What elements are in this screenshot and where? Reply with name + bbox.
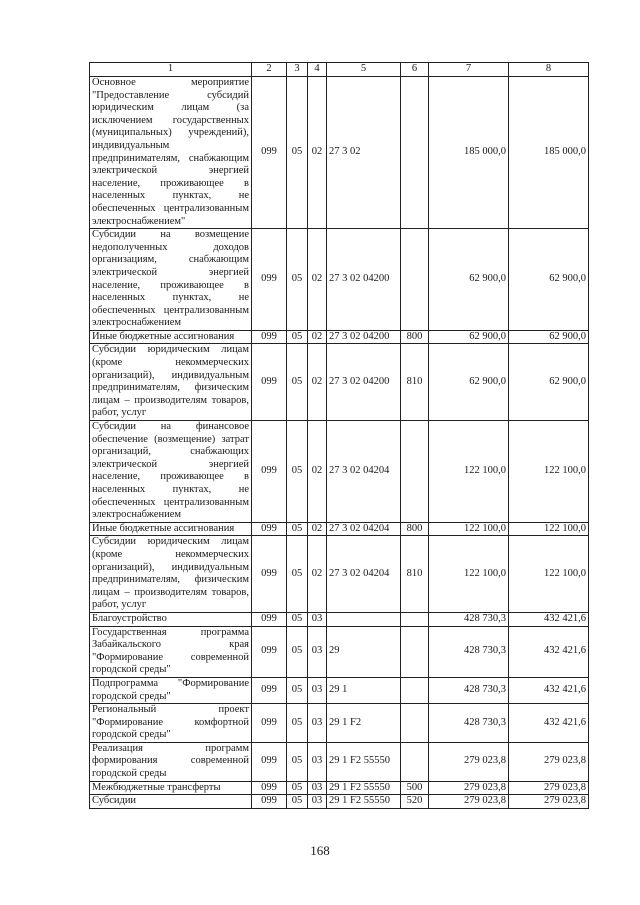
table-row xyxy=(90,536,589,613)
row-name-cell: Подпрограмма "Формирование городской среды" xyxy=(90,677,252,703)
subsection-cell: 02 xyxy=(308,77,327,229)
amount-year1-cell: 428 730,3 xyxy=(429,626,509,677)
section-cell: 05 xyxy=(287,612,308,626)
table-row xyxy=(90,612,589,626)
ministry-code-cell: 099 xyxy=(252,77,287,229)
row-name-cell: Субсидии xyxy=(90,795,252,809)
subsection-cell: 03 xyxy=(308,677,327,703)
amount-year2-cell: 432 421,6 xyxy=(509,626,589,677)
amount-year1-cell: 279 023,8 xyxy=(429,742,509,781)
expense-type-cell xyxy=(401,677,429,703)
amount-year1-cell: 279 023,8 xyxy=(429,781,509,795)
ministry-code-cell: 099 xyxy=(252,704,287,743)
expense-type-cell: 810 xyxy=(401,536,429,613)
target-article-cell: 27 3 02 04204 xyxy=(327,421,401,523)
column-header: 4 xyxy=(308,63,327,77)
amount-year2-cell: 432 421,6 xyxy=(509,612,589,626)
target-article-cell: 29 1 F2 55550 xyxy=(327,781,401,795)
ministry-code-cell: 099 xyxy=(252,612,287,626)
table-row xyxy=(90,742,589,781)
amount-year1-cell: 62 900,0 xyxy=(429,344,509,421)
subsection-cell: 03 xyxy=(308,704,327,743)
section-cell: 05 xyxy=(287,344,308,421)
row-name-cell: Благоустройство xyxy=(90,612,252,626)
row-name-cell: Субсидии на финансовое обеспечение (возмещение) затрат организаций, снабжающих электрической энергией население, проживающее в населенных пунктах, не обеспеченных централизованным электроснабжением xyxy=(90,421,252,523)
row-name-cell: Иные бюджетные ассигнования xyxy=(90,330,252,344)
subsection-cell: 02 xyxy=(308,330,327,344)
subsection-cell: 03 xyxy=(308,626,327,677)
amount-year1-cell: 185 000,0 xyxy=(429,77,509,229)
column-header: 7 xyxy=(429,63,509,77)
ministry-code-cell: 099 xyxy=(252,536,287,613)
ministry-code-cell: 099 xyxy=(252,344,287,421)
section-cell: 05 xyxy=(287,781,308,795)
header-row xyxy=(90,63,589,77)
ministry-code-cell: 099 xyxy=(252,677,287,703)
ministry-code-cell: 099 xyxy=(252,330,287,344)
expense-type-cell xyxy=(401,421,429,523)
amount-year1-cell: 62 900,0 xyxy=(429,330,509,344)
row-name-cell: Иные бюджетные ассигнования xyxy=(90,522,252,536)
target-article-cell: 29 1 F2 xyxy=(327,704,401,743)
table-row xyxy=(90,795,589,809)
row-name-cell: Субсидии на возмещение недополученных доходов организациям, снабжающим электрической энергией население, проживающее в населенных пунктах, не обеспеченных централизованным электроснабжением xyxy=(90,229,252,331)
ministry-code-cell: 099 xyxy=(252,229,287,331)
target-article-cell: 27 3 02 04200 xyxy=(327,344,401,421)
table-body xyxy=(90,77,589,809)
subsection-cell: 03 xyxy=(308,795,327,809)
amount-year2-cell: 62 900,0 xyxy=(509,330,589,344)
amount-year2-cell: 432 421,6 xyxy=(509,704,589,743)
row-name-cell: Государственная программа Забайкальского края "Формирование современной городской среды" xyxy=(90,626,252,677)
table-row xyxy=(90,421,589,523)
amount-year1-cell: 122 100,0 xyxy=(429,522,509,536)
table-row xyxy=(90,704,589,743)
expense-type-cell xyxy=(401,742,429,781)
expense-type-cell xyxy=(401,77,429,229)
section-cell: 05 xyxy=(287,522,308,536)
page-number: 168 xyxy=(310,843,330,858)
section-cell: 05 xyxy=(287,330,308,344)
row-name-cell: Субсидии юридическим лицам (кроме некоммерческих организаций), индивидуальным предпринимателям, физическим лицам – производителям товаров, работ, услуг xyxy=(90,344,252,421)
section-cell: 05 xyxy=(287,536,308,613)
table-row xyxy=(90,77,589,229)
amount-year2-cell: 122 100,0 xyxy=(509,536,589,613)
section-cell: 05 xyxy=(287,742,308,781)
row-name-cell: Субсидии юридическим лицам (кроме некоммерческих организаций), индивидуальным предпринимателям, физическим лицам – производителям товаров, работ, услуг xyxy=(90,536,252,613)
row-name-cell: Межбюджетные трансферты xyxy=(90,781,252,795)
target-article-cell xyxy=(327,612,401,626)
expense-type-cell xyxy=(401,626,429,677)
target-article-cell: 29 1 F2 55550 xyxy=(327,795,401,809)
row-name-cell: Реализация программ формирования современной городской среды xyxy=(90,742,252,781)
amount-year2-cell: 122 100,0 xyxy=(509,421,589,523)
expense-type-cell: 500 xyxy=(401,781,429,795)
section-cell: 05 xyxy=(287,677,308,703)
amount-year1-cell: 122 100,0 xyxy=(429,421,509,523)
column-header: 2 xyxy=(252,63,287,77)
section-cell: 05 xyxy=(287,626,308,677)
ministry-code-cell: 099 xyxy=(252,781,287,795)
amount-year2-cell: 62 900,0 xyxy=(509,229,589,331)
table-row xyxy=(90,677,589,703)
subsection-cell: 03 xyxy=(308,742,327,781)
section-cell: 05 xyxy=(287,795,308,809)
ministry-code-cell: 099 xyxy=(252,421,287,523)
target-article-cell: 29 xyxy=(327,626,401,677)
table-row xyxy=(90,522,589,536)
expense-type-cell xyxy=(401,704,429,743)
amount-year1-cell: 428 730,3 xyxy=(429,612,509,626)
column-header: 1 xyxy=(90,63,252,77)
amount-year2-cell: 122 100,0 xyxy=(509,522,589,536)
table-row xyxy=(90,330,589,344)
section-cell: 05 xyxy=(287,421,308,523)
target-article-cell: 29 1 F2 55550 xyxy=(327,742,401,781)
ministry-code-cell: 099 xyxy=(252,795,287,809)
target-article-cell: 27 3 02 04200 xyxy=(327,229,401,331)
target-article-cell: 27 3 02 04204 xyxy=(327,522,401,536)
amount-year2-cell: 279 023,8 xyxy=(509,795,589,809)
amount-year1-cell: 428 730,3 xyxy=(429,704,509,743)
amount-year1-cell: 428 730,3 xyxy=(429,677,509,703)
amount-year2-cell: 279 023,8 xyxy=(509,781,589,795)
target-article-cell: 27 3 02 04204 xyxy=(327,536,401,613)
target-article-cell: 27 3 02 04200 xyxy=(327,330,401,344)
table-row xyxy=(90,229,589,331)
table-row xyxy=(90,344,589,421)
subsection-cell: 02 xyxy=(308,229,327,331)
amount-year2-cell: 432 421,6 xyxy=(509,677,589,703)
ministry-code-cell: 099 xyxy=(252,626,287,677)
section-cell: 05 xyxy=(287,229,308,331)
amount-year1-cell: 62 900,0 xyxy=(429,229,509,331)
target-article-cell: 27 3 02 xyxy=(327,77,401,229)
expense-type-cell xyxy=(401,612,429,626)
expense-type-cell: 800 xyxy=(401,330,429,344)
subsection-cell: 02 xyxy=(308,536,327,613)
row-name-cell: Региональный проект "Формирование комфортной городской среды" xyxy=(90,704,252,743)
expense-type-cell xyxy=(401,229,429,331)
column-header: 8 xyxy=(509,63,589,77)
amount-year2-cell: 62 900,0 xyxy=(509,344,589,421)
budget-table xyxy=(89,62,589,809)
amount-year2-cell: 279 023,8 xyxy=(509,742,589,781)
column-header: 3 xyxy=(287,63,308,77)
column-header: 6 xyxy=(401,63,429,77)
subsection-cell: 03 xyxy=(308,781,327,795)
row-name-cell: Основное мероприятие "Предоставление субсидий юридическим лицам (за исключением государственных (муниципальных) учреждений), индивидуальным предпринимателям, снабжающим электрической энергией население, проживающее в населенных пунктах, не обеспеченных централизованным электроснабжением" xyxy=(90,77,252,229)
subsection-cell: 03 xyxy=(308,612,327,626)
section-cell: 05 xyxy=(287,77,308,229)
expense-type-cell: 520 xyxy=(401,795,429,809)
expense-type-cell: 800 xyxy=(401,522,429,536)
subsection-cell: 02 xyxy=(308,421,327,523)
ministry-code-cell: 099 xyxy=(252,742,287,781)
amount-year2-cell: 185 000,0 xyxy=(509,77,589,229)
table-row xyxy=(90,626,589,677)
subsection-cell: 02 xyxy=(308,522,327,536)
ministry-code-cell: 099 xyxy=(252,522,287,536)
column-header: 5 xyxy=(327,63,401,77)
table-row xyxy=(90,781,589,795)
subsection-cell: 02 xyxy=(308,344,327,421)
amount-year1-cell: 122 100,0 xyxy=(429,536,509,613)
section-cell: 05 xyxy=(287,704,308,743)
amount-year1-cell: 279 023,8 xyxy=(429,795,509,809)
target-article-cell: 29 1 xyxy=(327,677,401,703)
expense-type-cell: 810 xyxy=(401,344,429,421)
